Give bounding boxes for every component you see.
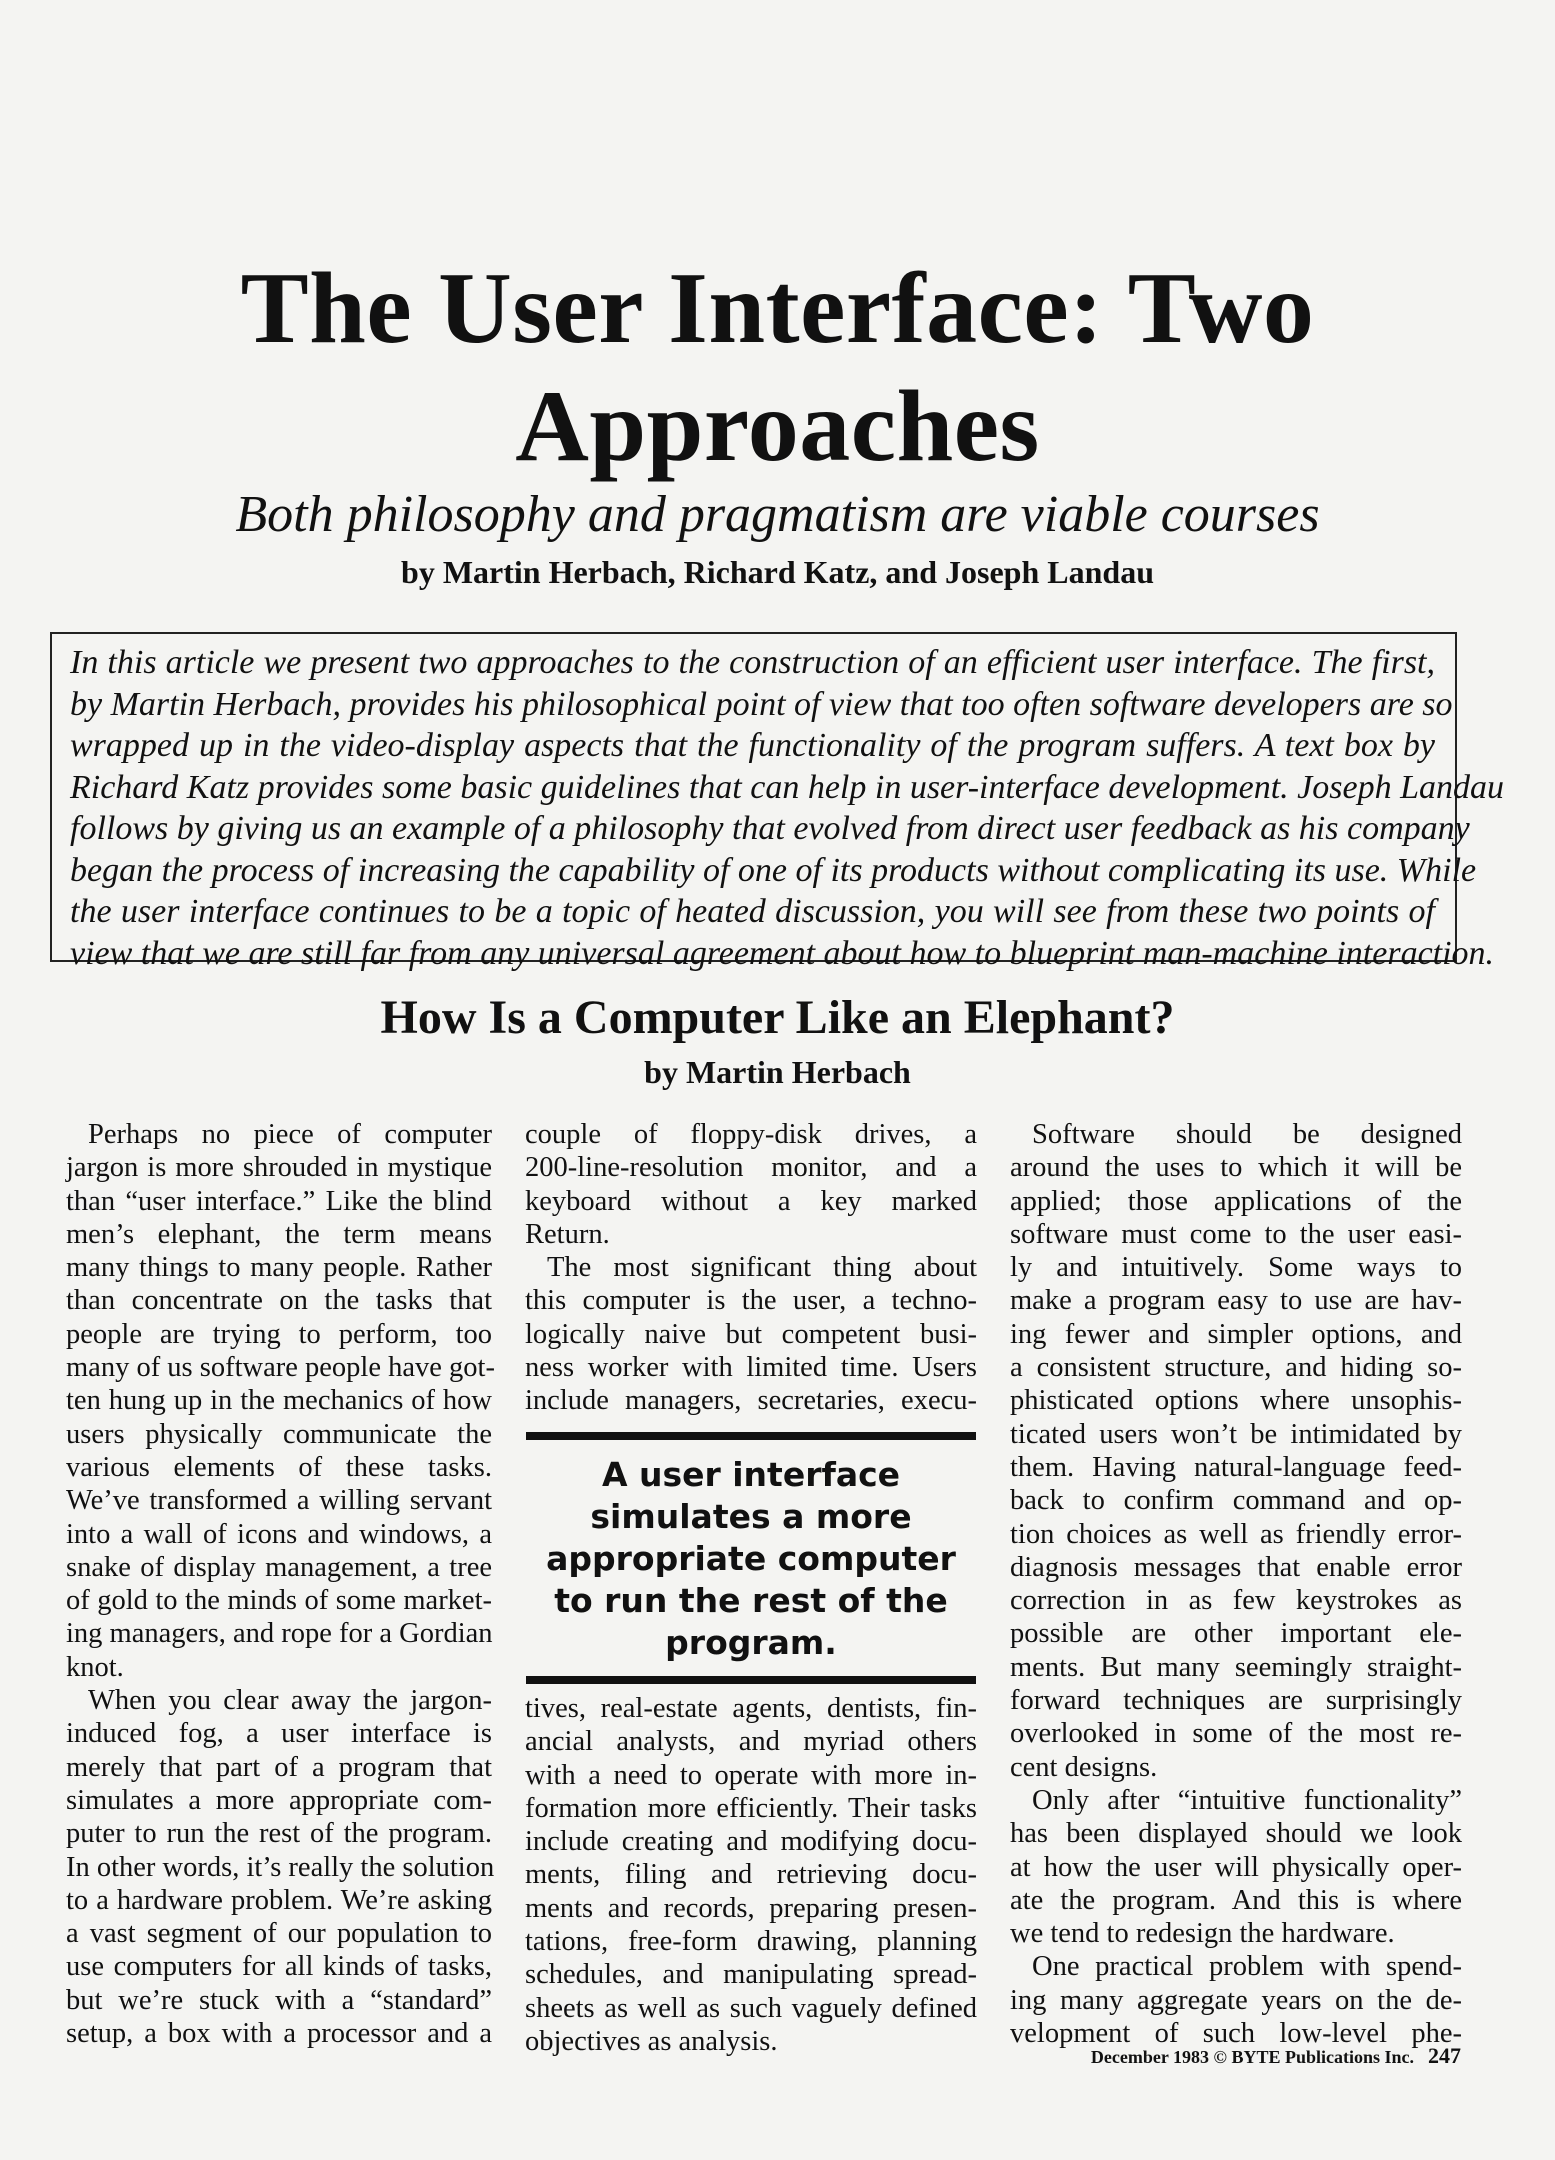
text-line: tations, free-form drawing, planning — [525, 1926, 977, 1958]
text-line: than “user interface.” Like the blind — [66, 1185, 492, 1217]
abstract-line: began the process of increasing the capability of one of its products without complicating its use. While — [70, 851, 1477, 889]
pull-quote: A user interface simulates a more appropriate computer to run the rest of the program. — [526, 1432, 976, 1684]
text-line: users physically communicate the — [66, 1418, 492, 1450]
text-line: we tend to redesign the hardware. — [1010, 1918, 1395, 1950]
page-footer — [1091, 2043, 1461, 2069]
text-line: jargon is more shrouded in mystique — [66, 1152, 492, 1184]
text-line: ate the program. And this is where — [1010, 1884, 1462, 1916]
text-line: cent designs. — [1010, 1751, 1158, 1783]
section-byline: by Martin Herbach — [644, 1054, 911, 1090]
article-subtitle: Both philosophy and pragmatism are viable courses — [235, 486, 1320, 543]
body-column-2-top — [525, 1118, 977, 1418]
text-line: include managers, secretaries, execu- — [525, 1385, 977, 1417]
abstract-line: In this article we present two approaches to the construction of an efficient user interface. The first, — [70, 644, 1435, 681]
text-line: at how the user will physically oper- — [1010, 1851, 1462, 1883]
text-line: ten hung up in the mechanics of how — [66, 1385, 492, 1417]
abstract-line: view that we are still far from any universal agreement about how to blueprint man-machine interaction. — [70, 934, 1495, 972]
text-line: Software should be designed — [1032, 1119, 1462, 1150]
text-line: formation more efficiently. Their tasks — [525, 1792, 977, 1824]
text-line: ly and intuitively. Some ways to — [1010, 1252, 1462, 1284]
text-line: this computer is the user, a techno- — [525, 1285, 977, 1317]
title-line-1: The User Interface: Two — [240, 252, 1315, 365]
text-line: ments. But many seemingly straight- — [1010, 1651, 1462, 1683]
text-line: induced fog, a user interface is — [66, 1718, 492, 1750]
text-line: ing many aggregate years on the de- — [1010, 1984, 1462, 2016]
text-line: them. Having natural-language feed- — [1010, 1451, 1462, 1483]
text-line: include creating and modifying docu- — [525, 1826, 977, 1858]
text-line: ancial analysts, and myriad others — [525, 1726, 977, 1758]
text-line: We’ve transformed a willing servant — [66, 1485, 492, 1517]
text-line: ing managers, and rope for a Gordian — [66, 1618, 493, 1650]
text-line: to a hardware problem. We’re asking — [66, 1884, 492, 1916]
text-line: people are trying to perform, too — [66, 1318, 492, 1350]
body-column-3 — [1010, 1118, 1462, 2050]
text-line: diagnosis messages that enable error — [1010, 1551, 1462, 1583]
text-line: sheets as well as such vaguely defined — [525, 1992, 977, 2024]
body-column-1 — [66, 1118, 495, 2050]
text-line: but we’re stuck with a “standard” — [66, 1984, 492, 2016]
text-line: schedules, and manipulating spread- — [525, 1959, 977, 1991]
text-line: of gold to the minds of some market- — [66, 1585, 492, 1617]
text-line: overlooked in some of the most re- — [1010, 1718, 1462, 1750]
text-line: setup, a box with a processor and a — [66, 2018, 492, 2050]
text-line: a consistent structure, and hiding so- — [1010, 1352, 1462, 1384]
text-line: The most significant thing about — [547, 1252, 977, 1284]
text-line: back to confirm command and op- — [1010, 1485, 1462, 1517]
text-line: tives, real-estate agents, dentists, fin- — [525, 1693, 977, 1724]
text-line: into a wall of icons and windows, a — [66, 1518, 492, 1550]
text-line: ments, filing and retrieving docu- — [525, 1859, 977, 1891]
abstract-line: wrapped up in the video-display aspects that the functionality of the program suffers. A text box by — [70, 727, 1435, 764]
text-line: 200-line-resolution monitor, and a — [525, 1152, 977, 1184]
text-line: ments and records, preparing presen- — [525, 1892, 977, 1924]
text-line: velopment of such low-level phe- — [1010, 2018, 1462, 2050]
text-line: make a program easy to use are hav- — [1010, 1285, 1462, 1317]
page-number: 247 — [1428, 2043, 1461, 2068]
text-line: software must come to the user easi- — [1010, 1218, 1462, 1250]
text-line: logically naive but competent busi- — [525, 1318, 977, 1350]
text-line: forward techniques are surprisingly — [1010, 1685, 1462, 1717]
text-line: various elements of these tasks. — [66, 1451, 492, 1483]
text-line: simulates a more appropriate com- — [66, 1784, 492, 1816]
text-line: around the uses to which it will be — [1010, 1152, 1462, 1184]
text-line: In other words, it’s really the solution — [66, 1851, 495, 1883]
abstract-line: follows by giving us an example of a philosophy that evolved from direct user feedback as his company — [70, 810, 1470, 847]
article-title — [120, 250, 1435, 486]
footer-issue: December 1983 © BYTE Publications Inc. — [1090, 2047, 1414, 2067]
text-line: ticated users won’t be intimidated by — [1010, 1418, 1462, 1450]
text-line: One practical problem with spend- — [1032, 1951, 1462, 1983]
text-line: knot. — [66, 1651, 124, 1683]
text-line: Only after “intuitive functionality” — [1032, 1784, 1462, 1816]
text-line: use computers for all kinds of tasks, — [66, 1951, 492, 1983]
text-line: correction in as few keystrokes as — [1010, 1585, 1462, 1617]
abstract-line: by Martin Herbach, provides his philosophical point of view that too often software developers are so — [70, 685, 1453, 723]
text-line: merely that part of a program that — [66, 1751, 492, 1783]
text-line: possible are other important ele- — [1010, 1618, 1462, 1650]
text-line: men’s elephant, the term means — [66, 1218, 492, 1250]
abstract-line: the user interface continues to be a topic of heated discussion, you will see from these two points of — [70, 893, 1435, 930]
text-line: phisticated options where unsophis- — [1010, 1385, 1462, 1417]
text-line: than concentrate on the tasks that — [66, 1285, 492, 1317]
text-line: many of us software people have got- — [66, 1352, 495, 1384]
text-line: applied; those applications of the — [1010, 1185, 1462, 1217]
text-line: When you clear away the jargon- — [88, 1685, 492, 1717]
abstract-box — [50, 632, 1504, 972]
text-line: ness worker with limited time. Users — [525, 1352, 977, 1384]
text-line: keyboard without a key marked — [525, 1185, 977, 1217]
body-column-2-bottom — [525, 1692, 977, 2058]
text-line: a vast segment of our population to — [66, 1918, 492, 1950]
text-line: with a need to operate with more in- — [525, 1759, 977, 1791]
section-title: How Is a Computer Like an Elephant? — [380, 991, 1175, 1044]
text-line: snake of display management, a tree — [66, 1551, 492, 1583]
text-line: many things to many people. Rather — [66, 1252, 492, 1284]
text-line: has been displayed should we look — [1010, 1818, 1462, 1850]
text-line: ing fewer and simpler options, and — [1010, 1318, 1462, 1350]
text-line: objectives as analysis. — [525, 2025, 778, 2057]
text-line: puter to run the rest of the program. — [66, 1818, 492, 1850]
text-line: Return. — [525, 1218, 610, 1250]
text-line: tion choices as well as friendly error- — [1010, 1518, 1462, 1550]
title-line-2: Approaches — [515, 370, 1040, 483]
abstract-line: Richard Katz provides some basic guidelines that can help in user-interface development. Joseph Landau — [70, 768, 1504, 806]
text-line: Perhaps no piece of computer — [88, 1119, 492, 1150]
article-byline: by Martin Herbach, Richard Katz, and Joseph Landau — [401, 554, 1154, 590]
text-line: couple of floppy-disk drives, a — [525, 1119, 977, 1150]
